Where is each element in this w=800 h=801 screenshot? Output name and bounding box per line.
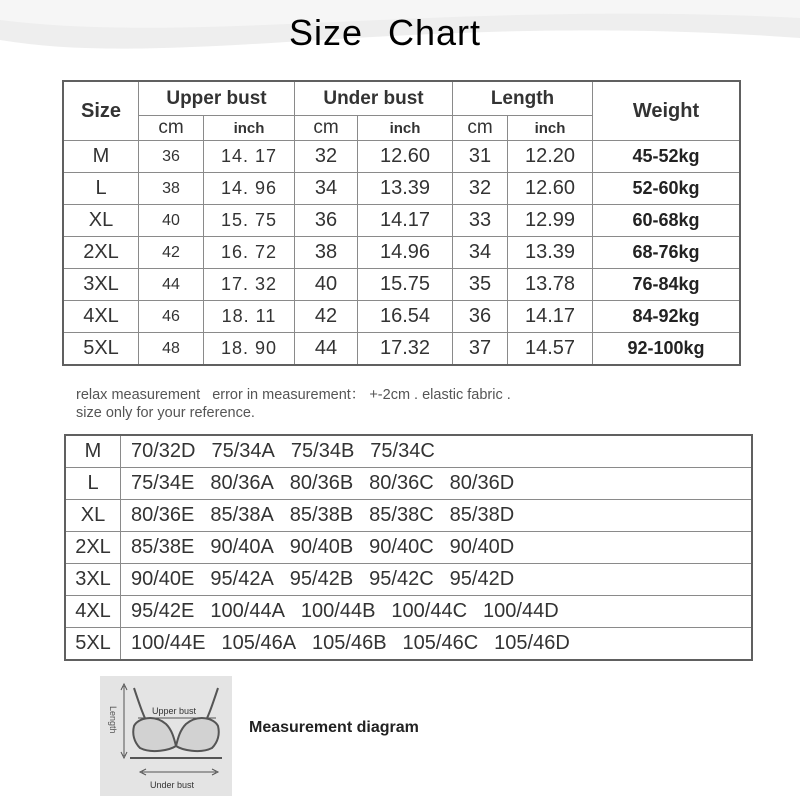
cup-size-value: 75/34A <box>211 440 275 462</box>
cup-size-value: 85/38A <box>210 504 274 526</box>
cup-sizes-cell <box>121 628 753 661</box>
cup-size-table <box>64 434 753 661</box>
unit-cm: cm <box>295 116 358 141</box>
length-inch-cell: 13.78 <box>508 269 593 301</box>
cup-size-value: 75/34C <box>370 440 435 462</box>
size-cell: XL <box>63 205 139 237</box>
under-bust-cm-cell: 44 <box>295 333 358 366</box>
diagram-upper-bust-label: Upper bust <box>152 706 197 716</box>
under-bust-inch-cell: 12.60 <box>358 141 453 173</box>
upper-bust-inch-cell: 15. 75 <box>204 205 295 237</box>
measurement-table <box>62 80 741 366</box>
cup-size-value: 105/46A <box>221 632 297 654</box>
header-length: Length <box>453 81 593 116</box>
length-inch-cell: 14.57 <box>508 333 593 366</box>
cup-size-value: 80/36C <box>369 472 434 494</box>
cup-sizes-cell <box>121 468 753 500</box>
cup-size-value: 95/42E <box>131 600 195 622</box>
upper-bust-cm-cell: 46 <box>139 301 204 333</box>
size-cell: L <box>65 468 121 500</box>
size-cell: M <box>65 435 121 468</box>
note-measurement: relax measurement error in measurement： +-2cm . elastic fabric . <box>76 387 511 403</box>
unit-cm: cm <box>453 116 508 141</box>
weight-cell: 92-100kg <box>593 333 741 366</box>
table-row <box>65 532 752 564</box>
header-upper-bust: Upper bust <box>139 81 295 116</box>
unit-inch: inch <box>358 116 453 141</box>
upper-bust-inch-cell: 14. 96 <box>204 173 295 205</box>
upper-bust-inch-cell: 18. 11 <box>204 301 295 333</box>
under-bust-cm-cell: 34 <box>295 173 358 205</box>
table-row <box>63 237 740 269</box>
upper-bust-cm-cell: 42 <box>139 237 204 269</box>
length-inch-cell: 12.60 <box>508 173 593 205</box>
length-inch-cell: 13.39 <box>508 237 593 269</box>
under-bust-inch-cell: 14.17 <box>358 205 453 237</box>
table-row <box>63 141 740 173</box>
bra-diagram-icon <box>100 676 232 796</box>
cup-sizes-cell <box>121 435 753 468</box>
cup-size-value: 85/38D <box>449 504 515 526</box>
cup-size-value: 80/36D <box>449 472 515 494</box>
page-title: Size Chart <box>288 12 482 53</box>
cup-size-value: 95/42A <box>210 568 274 590</box>
cup-size-value: 95/42C <box>369 568 434 590</box>
cup-size-value: 105/46C <box>402 632 479 654</box>
upper-bust-cm-cell: 40 <box>139 205 204 237</box>
weight-cell: 45-52kg <box>593 141 741 173</box>
header-under-bust: Under bust <box>295 81 453 116</box>
length-cm-cell: 33 <box>453 205 508 237</box>
header-weight: Weight <box>593 81 741 141</box>
weight-cell: 68-76kg <box>593 237 741 269</box>
upper-bust-cm-cell: 36 <box>139 141 204 173</box>
cup-size-value: 90/40D <box>449 536 515 558</box>
under-bust-cm-cell: 40 <box>295 269 358 301</box>
table-row <box>65 564 752 596</box>
size-cell: 4XL <box>63 301 139 333</box>
length-inch-cell: 12.20 <box>508 141 593 173</box>
upper-bust-inch-cell: 16. 72 <box>204 237 295 269</box>
table-row <box>63 173 740 205</box>
under-bust-inch-cell: 15.75 <box>358 269 453 301</box>
size-cell: XL <box>65 500 121 532</box>
diagram-caption: Measurement diagram <box>249 719 419 736</box>
upper-bust-inch-cell: 18. 90 <box>204 333 295 366</box>
size-cell: 5XL <box>65 628 121 661</box>
table-row <box>63 205 740 237</box>
size-cell: 2XL <box>63 237 139 269</box>
cup-size-value: 85/38C <box>369 504 434 526</box>
cup-size-value: 105/46D <box>494 632 570 654</box>
table-row <box>65 628 752 661</box>
diagram-under-bust-label: Under bust <box>150 780 195 790</box>
size-cell: 2XL <box>65 532 121 564</box>
upper-bust-cm-cell: 48 <box>139 333 204 366</box>
cup-size-value: 90/40E <box>131 568 195 590</box>
under-bust-cm-cell: 42 <box>295 301 358 333</box>
cup-size-value: 95/42D <box>449 568 515 590</box>
cup-size-value: 75/34B <box>290 440 355 462</box>
under-bust-cm-cell: 36 <box>295 205 358 237</box>
table-row <box>63 301 740 333</box>
length-cm-cell: 37 <box>453 333 508 366</box>
weight-cell: 76-84kg <box>593 269 741 301</box>
cup-size-value: 105/46B <box>312 632 387 654</box>
cup-size-value: 80/36A <box>210 472 274 494</box>
table-row <box>63 333 740 366</box>
length-cm-cell: 34 <box>453 237 508 269</box>
cup-size-value: 75/34E <box>131 472 195 494</box>
header-size: Size <box>63 81 139 141</box>
cup-size-value: 90/40B <box>289 536 354 558</box>
cup-sizes-cell <box>121 596 753 628</box>
measurement-diagram-image <box>100 676 232 796</box>
cup-size-value: 85/38B <box>289 504 354 526</box>
length-cm-cell: 31 <box>453 141 508 173</box>
under-bust-inch-cell: 17.32 <box>358 333 453 366</box>
note-reference: size only for your reference. <box>76 405 255 421</box>
under-bust-inch-cell: 13.39 <box>358 173 453 205</box>
cup-size-value: 100/44A <box>210 600 285 622</box>
upper-bust-cm-cell: 44 <box>139 269 204 301</box>
under-bust-cm-cell: 38 <box>295 237 358 269</box>
cup-size-value: 90/40A <box>210 536 274 558</box>
table-row <box>63 269 740 301</box>
cup-size-value: 95/42B <box>289 568 354 590</box>
length-inch-cell: 12.99 <box>508 205 593 237</box>
length-cm-cell: 35 <box>453 269 508 301</box>
table-row <box>65 435 752 468</box>
cup-sizes-cell <box>121 500 753 532</box>
weight-cell: 52-60kg <box>593 173 741 205</box>
size-cell: 4XL <box>65 596 121 628</box>
upper-bust-inch-cell: 17. 32 <box>204 269 295 301</box>
size-cell: 3XL <box>65 564 121 596</box>
weight-cell: 84-92kg <box>593 301 741 333</box>
cup-size-value: 90/40C <box>369 536 434 558</box>
cup-size-value: 85/38E <box>131 536 195 558</box>
diagram-length-label: Length <box>108 706 118 734</box>
weight-cell: 60-68kg <box>593 205 741 237</box>
cup-size-value: 100/44C <box>391 600 468 622</box>
under-bust-inch-cell: 16.54 <box>358 301 453 333</box>
length-inch-cell: 14.17 <box>508 301 593 333</box>
unit-cm: cm <box>139 116 204 141</box>
cup-size-value: 100/44D <box>483 600 559 622</box>
size-cell: 3XL <box>63 269 139 301</box>
unit-inch: inch <box>508 116 593 141</box>
under-bust-cm-cell: 32 <box>295 141 358 173</box>
cup-sizes-cell <box>121 564 753 596</box>
size-cell: L <box>63 173 139 205</box>
cup-size-value: 80/36E <box>131 504 195 526</box>
upper-bust-inch-cell: 14. 17 <box>204 141 295 173</box>
table-row <box>65 500 752 532</box>
size-cell: 5XL <box>63 333 139 366</box>
unit-inch: inch <box>204 116 295 141</box>
cup-size-value: 100/44B <box>300 600 376 622</box>
size-cell: M <box>63 141 139 173</box>
length-cm-cell: 32 <box>453 173 508 205</box>
under-bust-inch-cell: 14.96 <box>358 237 453 269</box>
cup-size-value: 70/32D <box>131 440 196 462</box>
table-row <box>65 596 752 628</box>
cup-sizes-cell <box>121 532 753 564</box>
cup-size-value: 80/36B <box>289 472 354 494</box>
cup-size-value: 100/44E <box>131 632 206 654</box>
table-row <box>65 468 752 500</box>
upper-bust-cm-cell: 38 <box>139 173 204 205</box>
length-cm-cell: 36 <box>453 301 508 333</box>
